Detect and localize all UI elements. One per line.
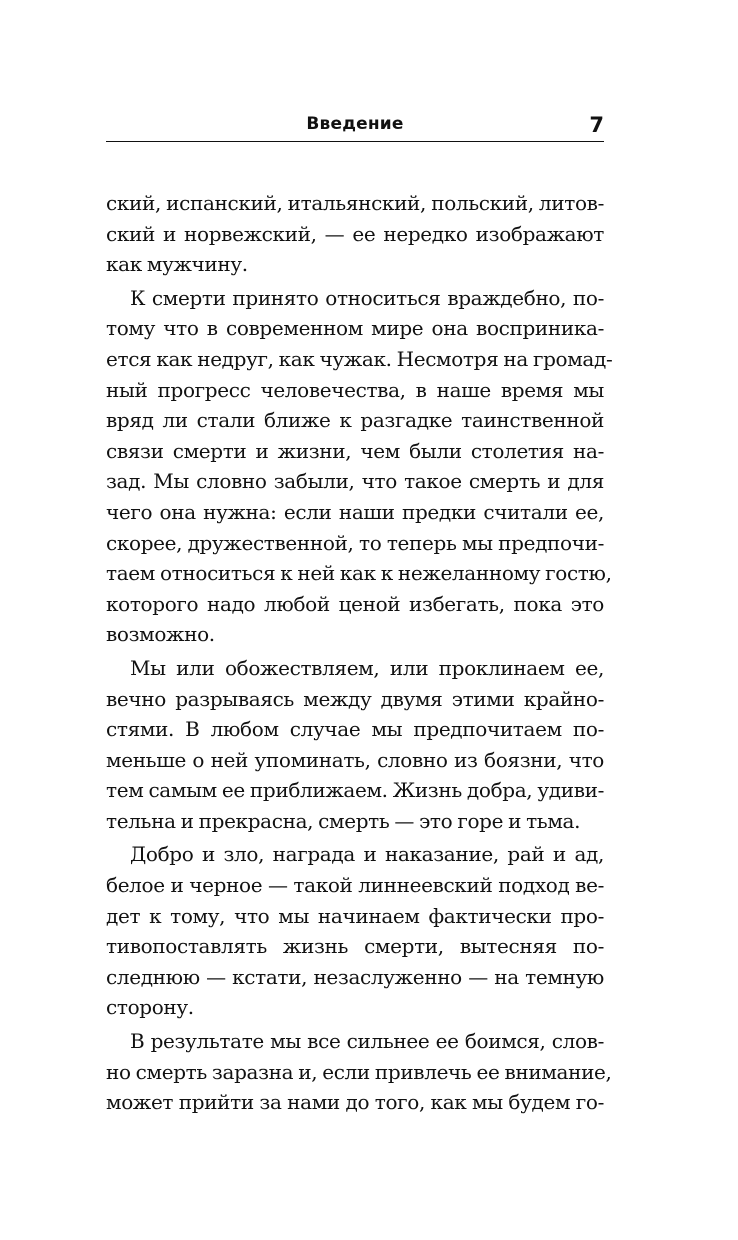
text-line: сторону. [106,995,194,1020]
paragraph [106,283,613,650]
text-line: вечно разрываясь между двумя этими крайно- [106,686,604,711]
body-text [106,188,613,1121]
text-line: может прийти за нами до того, как мы будем го- [106,1090,604,1115]
text-line: ется как недруг, как чужак. Несмотря на громад- [106,346,613,371]
text-line: связи смерти и жизни, чем были столетия на- [106,438,604,463]
text-line: тивопоставлять жизнь смерти, вытесняя по- [106,934,604,959]
text-line: Мы или обожествляем, или проклинаем ее, [130,655,604,680]
text-line: ский и норвежский, — ее нередко изображают [106,221,604,246]
text-line: как мужчину. [106,252,248,277]
text-line: вряд ли стали ближе к разгадке таинственной [106,408,604,433]
text-line: но смерть заразна и, если привлечь ее внимание, [106,1059,612,1084]
text-line: которого надо любой ценой избегать, пока это [106,591,604,616]
text-line: дет к тому, что мы начинаем фактически про- [106,903,604,928]
paragraph [106,839,604,1023]
chapter-title: Введение [306,114,404,134]
text-line: чего она нужна: если наши предки считали ее, [106,499,604,524]
text-line: ский, испанский, итальянский, польский, литов- [106,191,604,215]
paragraph [106,653,604,837]
paragraph [106,1026,612,1118]
text-line: тельна и прекрасна, смерть — это горе и тьма. [106,808,581,833]
text-line: возможно. [106,622,215,647]
text-line: Добро и зло, награда и наказание, рай и ад, [130,842,604,867]
text-line: зад. Мы словно забыли, что такое смерть и для [106,469,604,494]
text-line: В результате мы все сильнее ее боимся, слов- [130,1029,604,1054]
page-number: 7 [589,113,604,137]
text-line: белое и черное — такой линнеевский подход ве- [106,873,604,898]
text-line: стями. В любом случае мы предпочитаем по- [106,717,604,742]
text-line: ный прогресс человечества, в наше время мы [106,377,604,402]
paragraph [106,188,604,280]
text-line: тому что в современном мире она восприника- [106,316,604,341]
text-line: тем самым ее приближаем. Жизнь добра, удиви- [106,778,604,803]
text-line: скорее, дружественной, то теперь мы предпочи- [106,530,604,555]
header-divider [106,141,604,142]
text-line: таем относиться к ней как к нежеланному гостю, [106,561,612,586]
text-line: меньше о ней упоминать, словно из боязни, что [106,747,604,772]
text-line: следнюю — кстати, незаслуженно — на темную [106,964,604,989]
text-line: К смерти принято относиться враждебно, по- [130,285,604,310]
